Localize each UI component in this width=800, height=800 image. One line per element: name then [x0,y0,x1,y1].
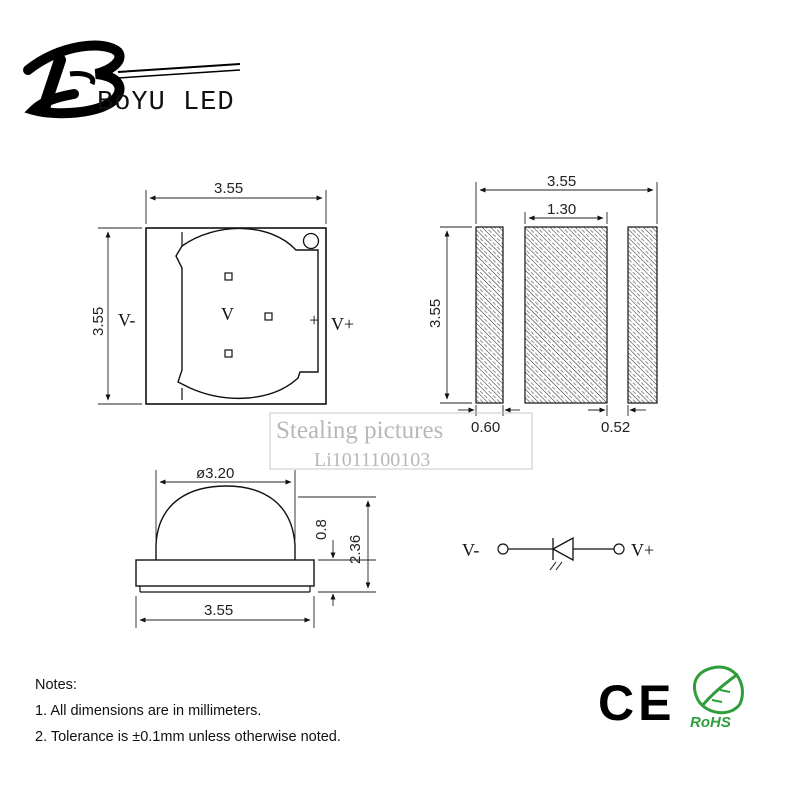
top-view-height-label: 3.55 [90,306,107,336]
pad-center [525,227,607,403]
side-view-base-height-label: 0.8 [313,519,330,540]
rohs-leaf-icon [694,667,742,713]
chip-pad-bottom [225,350,232,357]
brand-name: BoYU LED [97,88,235,118]
side-view-width-label: 3.55 [204,602,234,619]
notes-title: Notes: [35,677,77,693]
side-view-base [136,560,314,586]
schematic [462,538,654,570]
schematic-left-label: V- [462,540,480,560]
schematic-terminal-left [498,544,508,554]
notes [35,672,341,750]
watermark-line2: Li1011100103 [314,449,431,471]
top-view-body [146,228,326,404]
pad-view-width-label: 3.55 [547,173,577,190]
certifications [598,667,742,731]
top-view-width-label: 3.55 [214,180,244,197]
side-view-total-height-label: 2.36 [347,534,364,564]
top-view-pin-plus: V+ [331,314,355,334]
notes-item-1: 1. All dimensions are in millimeters. [35,703,262,719]
side-view-lens-diameter-label: ø3.20 [196,465,235,482]
diode-symbol [550,538,573,570]
rohs-mark: RoHS [690,714,731,731]
polarity-mark [304,234,319,249]
schematic-terminal-right [614,544,624,554]
side-view [136,465,376,628]
top-view-center-label: V [221,304,234,324]
pad-view-height-label: 3.55 [427,298,444,328]
schematic-right-label: V+ [631,540,655,560]
pad-right [628,227,657,403]
top-view-plus-sign: + [309,310,320,330]
notes-item-2: 2. Tolerance is ±0.1mm unless otherwise noted. [35,729,341,745]
chip-pad-right [265,313,272,320]
ce-mark: CE [598,675,676,731]
pad-view-center-width-label: 1.30 [547,201,577,218]
pad-left [476,227,503,403]
top-view-cup [176,228,318,398]
brand-logo [28,46,240,118]
top-view [90,180,354,404]
pad-view [427,173,657,436]
side-view-lens [156,486,295,560]
pad-view-right-pad-label: 0.52 [601,419,631,436]
pad-view-left-pad-label: 0.60 [471,419,501,436]
chip-pad-top [225,273,232,280]
watermark-line1: Stealing pictures [276,417,444,444]
top-view-pin-minus: V- [118,310,136,330]
